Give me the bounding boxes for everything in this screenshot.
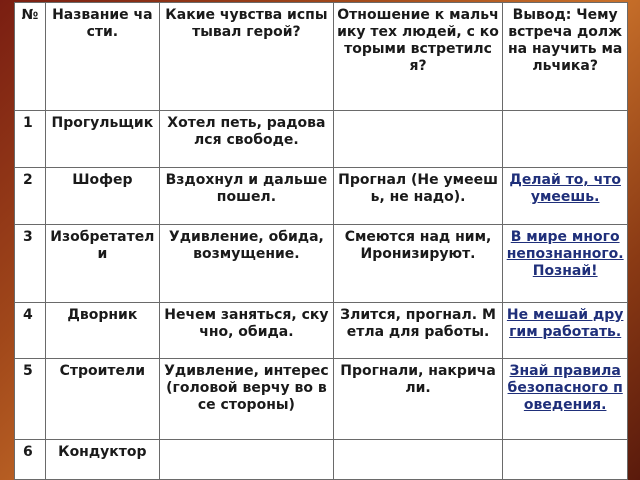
row-lesson: Не мешай другим работать. bbox=[503, 303, 628, 359]
row-num: 2 bbox=[15, 168, 46, 225]
row-part: Строители bbox=[45, 359, 159, 440]
row-part: Шофер bbox=[45, 168, 159, 225]
row-lesson bbox=[503, 110, 628, 168]
table-row bbox=[15, 225, 628, 303]
header-part: Название части. bbox=[45, 3, 159, 111]
row-part: Кондуктор bbox=[45, 440, 159, 480]
row-num: 5 bbox=[15, 359, 46, 440]
row-feelings: Нечем заняться, скучно, обида. bbox=[160, 303, 334, 359]
table-header-row bbox=[15, 3, 628, 111]
row-attitude bbox=[333, 440, 503, 480]
table-row bbox=[15, 303, 628, 359]
row-feelings bbox=[160, 440, 334, 480]
row-attitude bbox=[333, 110, 503, 168]
row-feelings: Удивление, интерес (головой верчу во все стороны) bbox=[160, 359, 334, 440]
lesson-table-sheet bbox=[14, 2, 628, 480]
header-attitude: Отношение к мальчику тех людей, с которыми встретился? bbox=[333, 3, 503, 111]
table-row bbox=[15, 359, 628, 440]
header-lesson: Вывод: Чему встреча должна научить мальчика? bbox=[503, 3, 628, 111]
row-feelings: Удивление, обида, возмущение. bbox=[160, 225, 334, 303]
row-attitude: Смеются над ним, Иронизируют. bbox=[333, 225, 503, 303]
lesson-table bbox=[14, 2, 628, 480]
table-row bbox=[15, 110, 628, 168]
header-num: № bbox=[15, 3, 46, 111]
row-part: Прогульщик bbox=[45, 110, 159, 168]
row-lesson: Знай правила безопасного поведения. bbox=[503, 359, 628, 440]
row-part: Изобретатели bbox=[45, 225, 159, 303]
row-num: 4 bbox=[15, 303, 46, 359]
row-attitude: Прогнали, накричали. bbox=[333, 359, 503, 440]
header-feelings: Какие чувства испытывал герой? bbox=[160, 3, 334, 111]
row-num: 3 bbox=[15, 225, 46, 303]
row-lesson: В мире много непознанного. Познай! bbox=[503, 225, 628, 303]
table-row bbox=[15, 440, 628, 480]
row-feelings: Хотел петь, радовался свободе. bbox=[160, 110, 334, 168]
row-lesson: Делай то, что умеешь. bbox=[503, 168, 628, 225]
row-attitude: Прогнал (Не умеешь, не надо). bbox=[333, 168, 503, 225]
row-lesson bbox=[503, 440, 628, 480]
row-feelings: Вздохнул и дальше пошел. bbox=[160, 168, 334, 225]
row-attitude: Злится, прогнал. Метла для работы. bbox=[333, 303, 503, 359]
row-num: 1 bbox=[15, 110, 46, 168]
row-num: 6 bbox=[15, 440, 46, 480]
row-part: Дворник bbox=[45, 303, 159, 359]
table-row bbox=[15, 168, 628, 225]
